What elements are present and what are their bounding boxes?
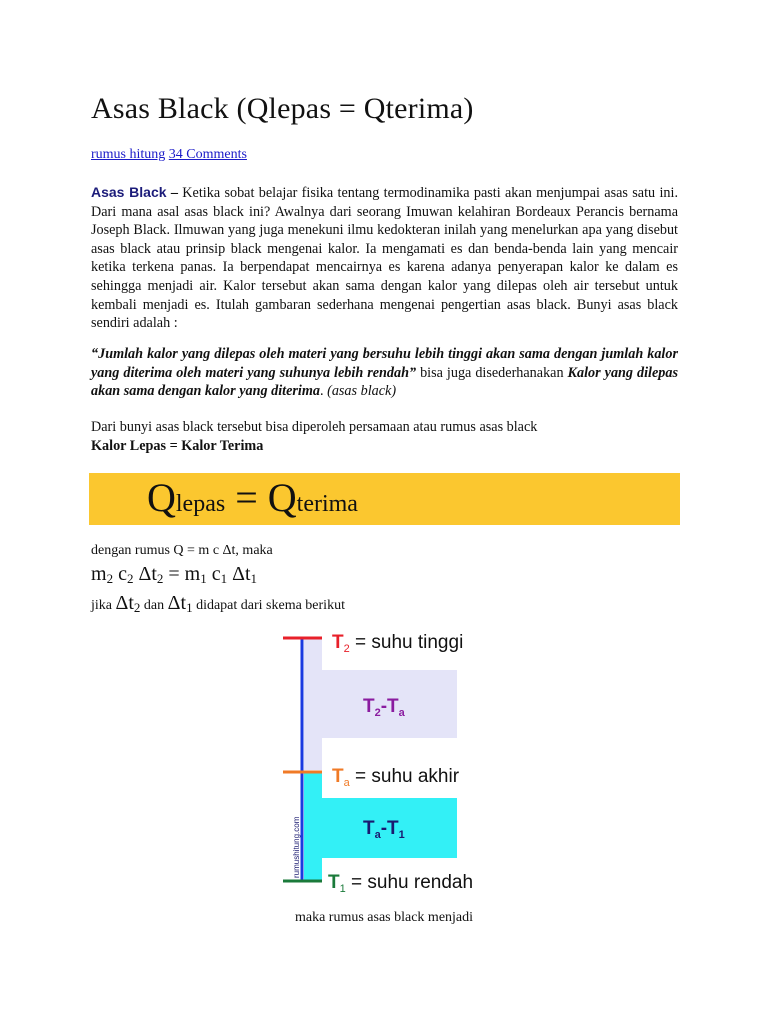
eq3-dt1: Δt bbox=[167, 592, 187, 614]
quote-simplified: Kalor yang dilepas akan sama dengan kalor yang diterima bbox=[91, 364, 678, 400]
eq3-dt1-sub: 1 bbox=[186, 600, 193, 615]
equation-line-1: dengan rumus Q = m c Δt, maka bbox=[91, 543, 273, 558]
quote-note: (asas black) bbox=[327, 383, 397, 400]
q-lepas-symbol: Q bbox=[147, 475, 176, 520]
eq-c1-sub: 1 bbox=[220, 571, 228, 586]
banner-equals: = bbox=[225, 475, 268, 520]
page-title: Asas Black (Qlepas = Qterima) bbox=[91, 92, 474, 125]
t2-label: $T_2$ = suhu tinggi bbox=[332, 632, 464, 655]
intro-dash: – bbox=[166, 185, 183, 201]
eq-c2: c bbox=[113, 563, 127, 585]
formula-intro bbox=[91, 418, 678, 455]
eq3-jika: jika bbox=[91, 598, 116, 613]
temperature-diagram bbox=[270, 620, 500, 900]
eq3-tail: didapat dari skema berikut bbox=[192, 598, 345, 613]
equation-line-2 bbox=[91, 563, 257, 587]
post-meta bbox=[91, 147, 247, 163]
eq-c2-sub: 2 bbox=[126, 571, 134, 586]
ta-label: $T_a$ = suhu akhir bbox=[332, 766, 460, 789]
eq-dt1: Δt bbox=[227, 563, 251, 585]
formula-intro-text: Dari bunyi asas black tersebut bisa diperoleh persamaan atau rumus asas black bbox=[91, 419, 538, 435]
intro-term: Asas Black bbox=[91, 184, 167, 200]
formula-intro-bold: Kalor Lepas = Kalor Terima bbox=[91, 437, 264, 454]
eq-m1: = m bbox=[163, 563, 201, 585]
upper-range-label: $T_2-T_a$ bbox=[363, 696, 405, 719]
eq-m2: m bbox=[91, 563, 107, 585]
eq-dt1-sub: 1 bbox=[250, 571, 258, 586]
diagram-caption: maka rumus asas black menjadi bbox=[294, 910, 474, 925]
eq-dt2-sub: 2 bbox=[156, 571, 164, 586]
q-terima-symbol: Q bbox=[267, 475, 297, 520]
q-lepas-sub: lepas bbox=[175, 491, 226, 517]
intro-text: Ketika sobat belajar fisika tentang termodinamika pasti akan menjumpai asas satu ini. Dari mana asal asas black ini? Awalnya dari seorang Imuwan kelahiran Bordeaux Perancis bernama Joseph Black. Ilmuwan yang juga menekuni ilmu kedokteran inilah yang menelurkan apa yang disebut asas black atau prinsip black mengenai kalor. Ia mengamati es dan benda-benda lain yang mencair ketika terkena panas. Ia berpendapat mencairnya es karena adanya penyerapan kalor ke dalam es sehingga menjadi air. Kalor tersebut akan sama dengan kalor yang dilepas oleh air tersebut untuk kembali menjadi es. Itulah gambaran sederhana mengenai pengertian asas black. Bunyi asas black sendiri adalah : bbox=[91, 185, 678, 332]
quote-statement: “Jumlah kalor yang dilepas oleh materi yang bersuhu lebih tinggi akan sama dengan jumlah kalor yang diterima oleh materi yang suhunya lebih rendah” bbox=[91, 346, 678, 381]
category-link[interactable]: rumus hitung bbox=[91, 147, 166, 162]
t1-label: $T_1$ = suhu rendah bbox=[328, 872, 474, 895]
watermark-text: rumushitung.com bbox=[292, 816, 301, 878]
quote-plain: bisa juga disederhanakan bbox=[416, 364, 568, 381]
eq-m1-sub: 1 bbox=[200, 571, 207, 586]
lower-range-label: $T_a-T_1$ bbox=[363, 818, 405, 841]
intro-paragraph bbox=[91, 183, 678, 333]
equation-line-3 bbox=[91, 592, 345, 616]
formula-banner-text bbox=[147, 474, 358, 528]
quote-paragraph bbox=[91, 345, 678, 401]
eq-c1: c bbox=[206, 563, 221, 585]
eq3-dt2-sub: 2 bbox=[133, 600, 141, 615]
eq-m2-sub: 2 bbox=[106, 571, 114, 586]
eq-dt2: Δt bbox=[133, 563, 157, 585]
eq3-dan: dan bbox=[140, 598, 168, 613]
q-terima-sub: terima bbox=[296, 491, 358, 517]
eq3-dt2: Δt bbox=[115, 592, 134, 614]
comments-link[interactable]: 34 Comments bbox=[168, 147, 247, 162]
quote-tail: . bbox=[320, 383, 328, 400]
